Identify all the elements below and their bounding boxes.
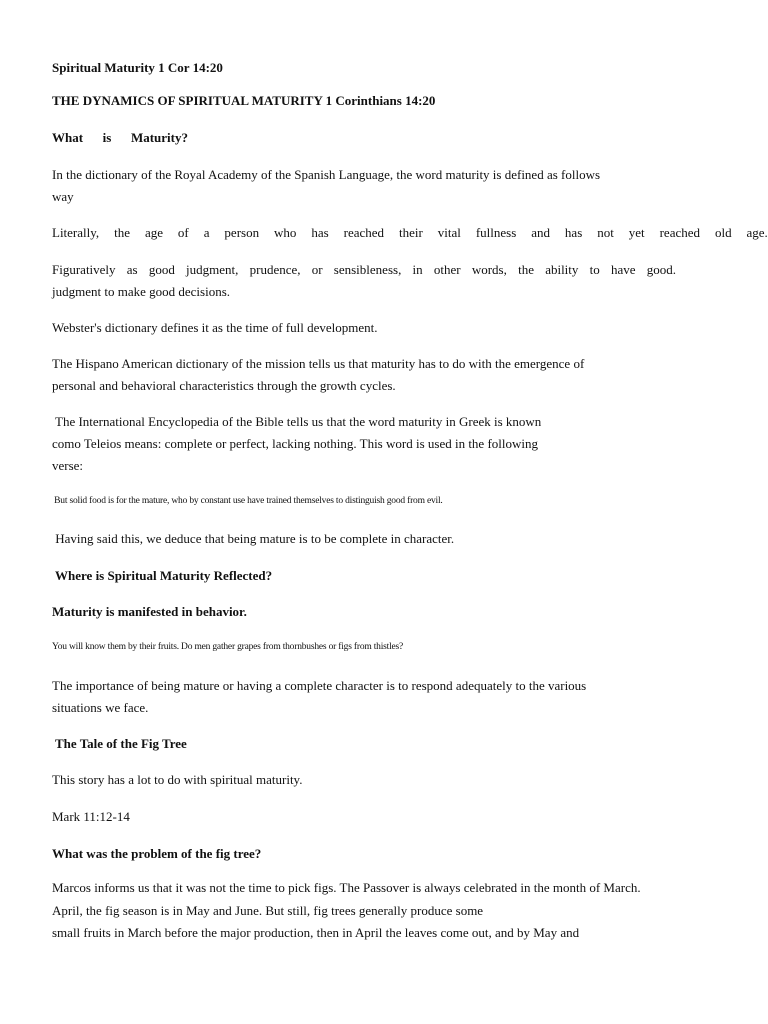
justified-word: prudence, xyxy=(249,262,301,277)
paragraph-marcos-line: April, the fig season is in May and June. But still, fig trees generally produce some xyxy=(52,903,484,918)
justified-word: sensibleness, xyxy=(333,262,402,277)
justified-word: old xyxy=(714,225,732,240)
justified-word: age xyxy=(144,225,163,240)
justified-word: the xyxy=(114,225,130,240)
justified-word: to xyxy=(589,262,600,277)
paragraph-importance-line: situations we face. xyxy=(52,700,149,715)
justified-word: other xyxy=(433,262,461,277)
justified-word: who xyxy=(274,225,297,240)
paragraph-hispano-line: personal and behavioral characteristics through the growth cycles. xyxy=(52,378,396,393)
justified-word: has xyxy=(311,225,329,240)
paragraph-story: This story has a lot to do with spiritual maturity. xyxy=(52,772,303,787)
paragraph-hispano-line: The Hispano American dictionary of the mission tells us that maturity has to do with the emergence of xyxy=(52,356,585,371)
justified-word: the xyxy=(518,262,534,277)
justified-word: Figuratively xyxy=(52,262,116,277)
justified-word: yet xyxy=(628,225,645,240)
paragraph-importance-line: The importance of being mature or having a complete character is to respond adequately to the various xyxy=(52,678,587,693)
justified-word: and xyxy=(531,225,550,240)
verse-hebrews: But solid food is for the mature, who by constant use have trained themselves to distinguish good from evil. xyxy=(52,496,443,506)
where-reflected-heading: Where is Spiritual Maturity Reflected? xyxy=(52,568,273,583)
document-heading: THE DYNAMICS OF SPIRITUAL MATURITY 1 Corinthians 14:20 xyxy=(52,93,436,108)
paragraph-marcos-line: small fruits in March before the major production, then in April the leaves come out, and by May and xyxy=(52,925,580,940)
justified-word: reached xyxy=(343,225,385,240)
heading-word: What xyxy=(52,130,84,145)
heading-word: Maturity? xyxy=(130,130,188,145)
justified-word: or xyxy=(311,262,323,277)
justified-word: judgment, xyxy=(186,262,239,277)
paragraph-encyclopedia-line: como Teleios means: complete or perfect, lacking nothing. This word is used in the following xyxy=(52,436,539,451)
justified-word: not xyxy=(597,225,614,240)
paragraph-rae-line: way xyxy=(52,189,74,204)
justified-word: reached xyxy=(659,225,701,240)
justified-word: good. xyxy=(646,262,676,277)
justified-word: as xyxy=(126,262,138,277)
justified-word: good xyxy=(148,262,175,277)
tale-heading: The Tale of the Fig Tree xyxy=(52,736,187,751)
justified-word: vital xyxy=(437,225,461,240)
justified-word: have xyxy=(610,262,636,277)
paragraph-deduce: Having said this, we deduce that being mature is to be complete in character. xyxy=(52,531,455,546)
justified-word: has xyxy=(564,225,583,240)
scripture-reference: Mark 11:12-14 xyxy=(52,809,130,824)
justified-word: of xyxy=(177,225,189,240)
problem-heading: What was the problem of the fig tree? xyxy=(52,846,262,861)
paragraph-marcos-line: Marcos informs us that it was not the time to pick figs. The Passover is always celebrated in the month of March. xyxy=(52,880,641,895)
justified-word: person xyxy=(224,225,260,240)
paragraph-figuratively-line: judgment to make good decisions. xyxy=(52,284,231,299)
document-title: Spiritual Maturity 1 Cor 14:20 xyxy=(52,60,223,75)
paragraph-webster: Webster's dictionary defines it as the time of full development. xyxy=(52,320,378,335)
heading-word: is xyxy=(102,130,112,145)
justified-word: Literally, xyxy=(52,225,100,240)
behavior-heading: Maturity is manifested in behavior. xyxy=(52,604,247,619)
paragraph-rae-line: In the dictionary of the Royal Academy of the Spanish Language, the word maturity is defined as follows xyxy=(52,167,601,182)
paragraph-figuratively xyxy=(52,262,676,278)
paragraph-encyclopedia-line: verse: xyxy=(52,458,84,473)
justified-word: age. xyxy=(746,225,768,240)
what-is-maturity-heading xyxy=(52,130,188,146)
justified-word: a xyxy=(203,225,210,240)
justified-word: fullness xyxy=(475,225,517,240)
justified-word: words, xyxy=(471,262,507,277)
justified-word: their xyxy=(399,225,423,240)
paragraph-literally xyxy=(52,225,768,241)
justified-word: ability xyxy=(545,262,579,277)
verse-matthew: You will know them by their fruits. Do men gather grapes from thornbushes or figs from thistles? xyxy=(52,642,404,652)
paragraph-encyclopedia-line: The International Encyclopedia of the Bible tells us that the word maturity in Greek is known xyxy=(52,414,542,429)
justified-word: in xyxy=(412,262,423,277)
